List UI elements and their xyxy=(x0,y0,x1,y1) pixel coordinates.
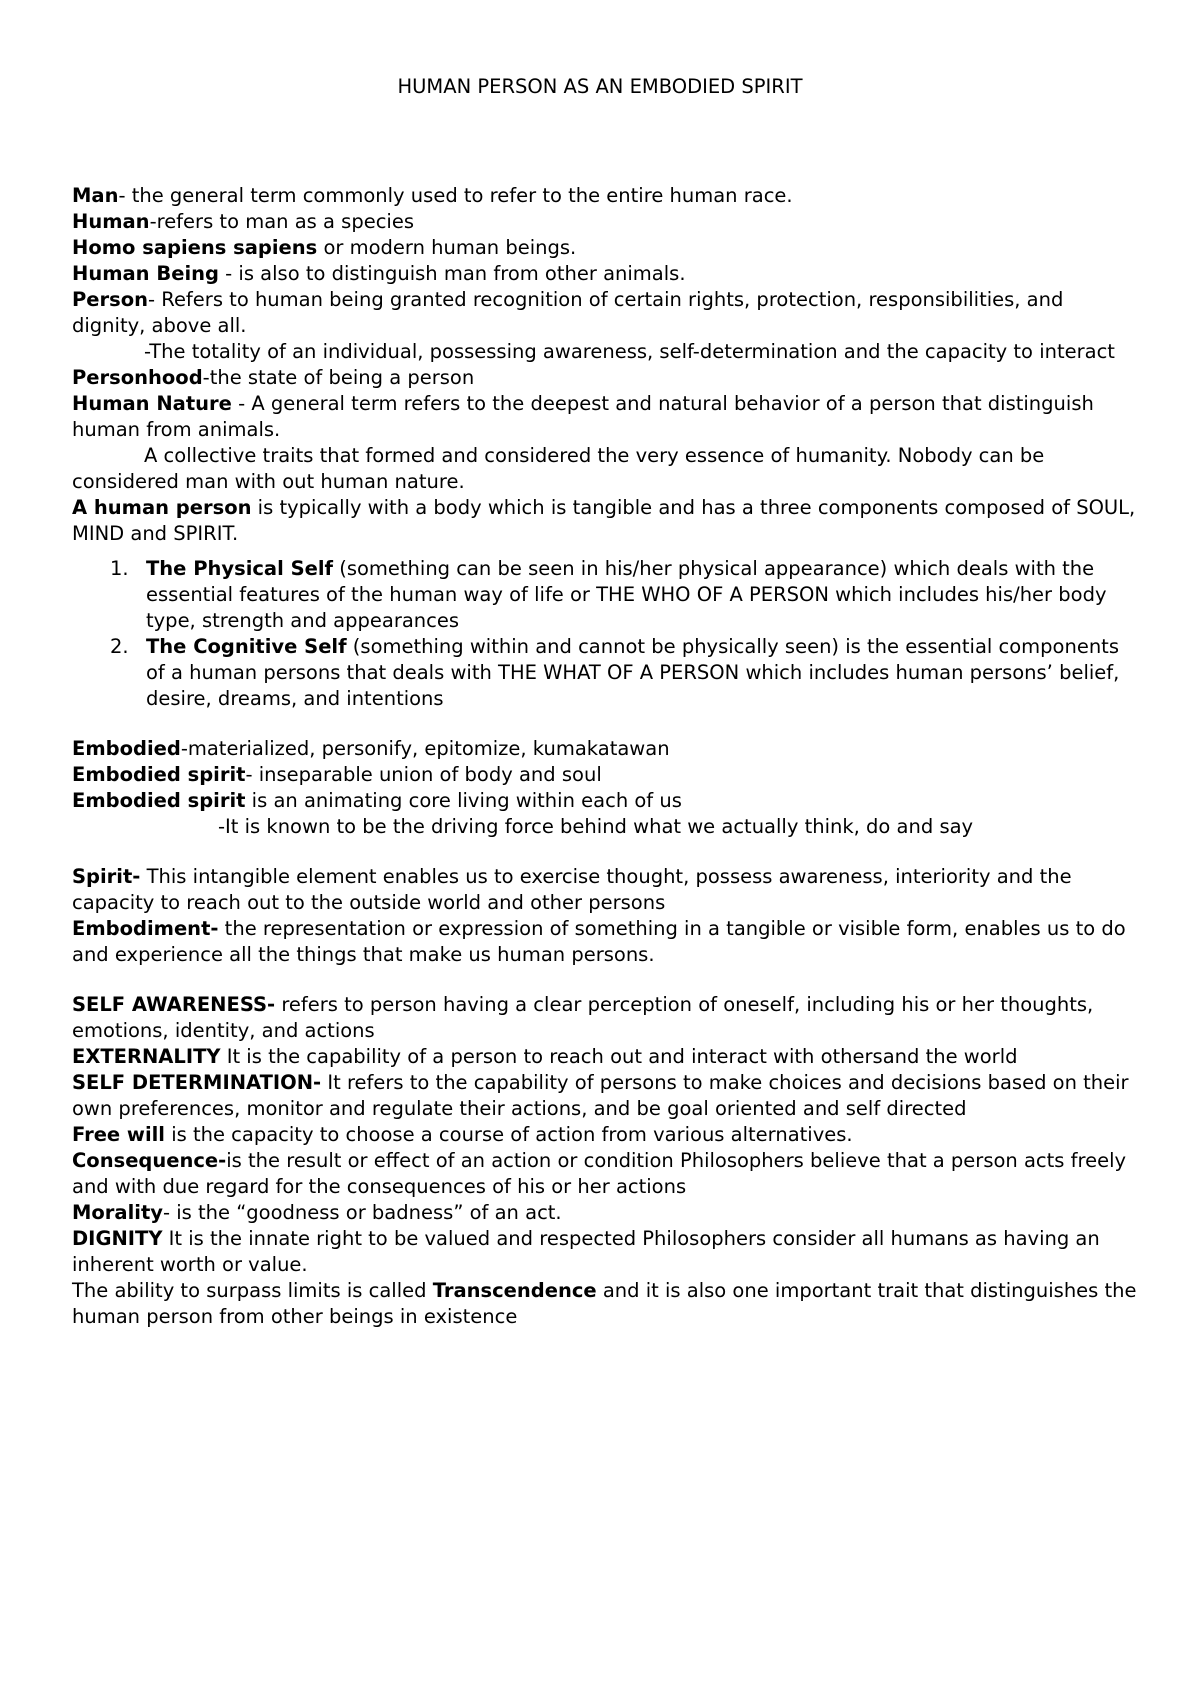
term-text: This intangible element enables us to exercise thought, possess awareness, interiority and the capacity to reach out to the outside world and other persons xyxy=(72,865,1072,914)
spacer xyxy=(72,968,1142,992)
definition-embodied xyxy=(72,736,1142,762)
definition-embodied-spirit-core xyxy=(72,788,1142,814)
definition-homo-sapiens xyxy=(72,235,1142,261)
term-text: It is the innate right to be valued and respected Philosophers consider all humans as having an inherent worth or value. xyxy=(72,1227,1100,1276)
definition-human-nature-extra: A collective traits that formed and considered the very essence of humanity. Nobody can be considered man with out human nature. xyxy=(72,444,1045,493)
term-label: The Cognitive Self xyxy=(146,635,347,658)
term-label: EXTERNALITY xyxy=(72,1045,221,1068)
term-text: (something within and cannot be physically seen) is the essential components of a human persons that deals with THE WHAT OF A PERSON which includes human persons’ belief, desire, dreams, and intentions xyxy=(146,635,1120,710)
term-text: is typically with a body which is tangible and has a three components composed of SOUL, MIND and SPIRIT. xyxy=(72,496,1136,545)
term-text: is an animating core living within each of us xyxy=(245,789,682,812)
definition-human-being xyxy=(72,261,1142,287)
list-item xyxy=(72,634,1142,712)
term-label: Personhood xyxy=(72,366,203,389)
term-text: It refers to the capability of persons to make choices and decisions based on their own preferences, monitor and regulate their actions, and be goal oriented and self directed xyxy=(72,1071,1129,1120)
term-label: SELF DETERMINATION- xyxy=(72,1071,322,1094)
definition-person-extra: -The totality of an individual, possessing awareness, self-determination and the capacity to interact xyxy=(144,340,1115,363)
definition-spirit xyxy=(72,864,1142,916)
definition-person xyxy=(72,287,1142,339)
term-text: or modern human beings. xyxy=(317,236,577,259)
definition-human-nature xyxy=(72,391,1142,443)
definition-human-person xyxy=(72,495,1142,547)
spacer xyxy=(72,712,1142,736)
term-label: DIGNITY xyxy=(72,1227,163,1250)
term-label: Morality xyxy=(72,1201,163,1224)
definition-morality xyxy=(72,1200,1142,1226)
definition-consequence xyxy=(72,1148,1142,1200)
spacer xyxy=(72,547,1142,556)
term-text: - Refers to human being granted recognition of certain rights, protection, responsibilities, and dignity, above all. xyxy=(72,288,1064,337)
term-label: Human Nature xyxy=(72,392,232,415)
term-label: Human xyxy=(72,210,150,233)
definition-human xyxy=(72,209,1142,235)
term-label: Transcendence xyxy=(432,1279,597,1302)
definition-free-will xyxy=(72,1122,1142,1148)
list-number: 1. xyxy=(110,557,129,580)
term-label: Consequence- xyxy=(72,1149,227,1172)
definition-man xyxy=(72,183,1142,209)
term-text: -materialized, personify, epitomize, kumakatawan xyxy=(180,737,670,760)
term-label: Embodied spirit xyxy=(72,789,246,812)
definition-transcendence xyxy=(72,1278,1142,1330)
term-text: It is the capability of a person to reach out and interact with othersand the world xyxy=(220,1045,1018,1068)
term-text: - is the “goodness or badness” of an act. xyxy=(162,1201,562,1224)
term-text: (something can be seen in his/her physical appearance) which deals with the essential features of the human way of life or THE WHO OF A PERSON which includes his/her body type, strength and appearances xyxy=(146,557,1107,632)
term-label: Human Being xyxy=(72,262,219,285)
term-text: - is also to distinguish man from other animals. xyxy=(218,262,686,285)
selves-list xyxy=(72,556,1142,712)
document-body xyxy=(72,183,1142,1330)
spacer xyxy=(72,840,1142,864)
term-text: refers to person having a clear perception of oneself, including his or her thoughts, emotions, identity, and actions xyxy=(72,993,1094,1042)
term-text: -refers to man as a species xyxy=(149,210,414,233)
term-label: Spirit- xyxy=(72,865,141,888)
term-label: The Physical Self xyxy=(146,557,334,580)
definition-embodied-spirit xyxy=(72,762,1142,788)
list-item xyxy=(72,556,1142,634)
definition-self-determination xyxy=(72,1070,1142,1122)
term-text: - inseparable union of body and soul xyxy=(245,763,602,786)
definition-dignity xyxy=(72,1226,1142,1278)
term-text: - A general term refers to the deepest and natural behavior of a person that distinguish human from animals. xyxy=(72,392,1094,441)
term-text: The ability to surpass limits is called xyxy=(72,1279,433,1302)
term-label: Embodied spirit xyxy=(72,763,246,786)
term-text: the representation or expression of something in a tangible or visible form, enables us to do and experience all the things that make us human persons. xyxy=(72,917,1126,966)
term-label: Embodied xyxy=(72,737,181,760)
term-label: Person xyxy=(72,288,149,311)
term-text: is the capacity to choose a course of action from various alternatives. xyxy=(165,1123,853,1146)
definition-embodied-spirit-extra: -It is known to be the driving force behind what we actually think, do and say xyxy=(218,815,974,838)
term-label: SELF AWARENESS- xyxy=(72,993,276,1016)
term-label: Embodiment- xyxy=(72,917,219,940)
definition-embodiment xyxy=(72,916,1142,968)
term-text: -the state of being a person xyxy=(202,366,475,389)
term-label: A human person xyxy=(72,496,252,519)
definition-externality xyxy=(72,1044,1142,1070)
definition-personhood xyxy=(72,365,1142,391)
term-label: Man xyxy=(72,184,119,207)
document-title: HUMAN PERSON AS AN EMBODIED SPIRIT xyxy=(397,75,803,98)
term-text: - the general term commonly used to refer to the entire human race. xyxy=(118,184,793,207)
definition-self-awareness xyxy=(72,992,1142,1044)
term-text: and it is also one important trait that distinguishes the human person from other beings in existence xyxy=(72,1279,1137,1328)
list-number: 2. xyxy=(110,635,129,658)
term-text: is the result or effect of an action or condition Philosophers believe that a person acts freely and with due regard for the consequences of his or her actions xyxy=(72,1149,1127,1198)
term-label: Free will xyxy=(72,1123,165,1146)
term-label: Homo sapiens sapiens xyxy=(72,236,318,259)
